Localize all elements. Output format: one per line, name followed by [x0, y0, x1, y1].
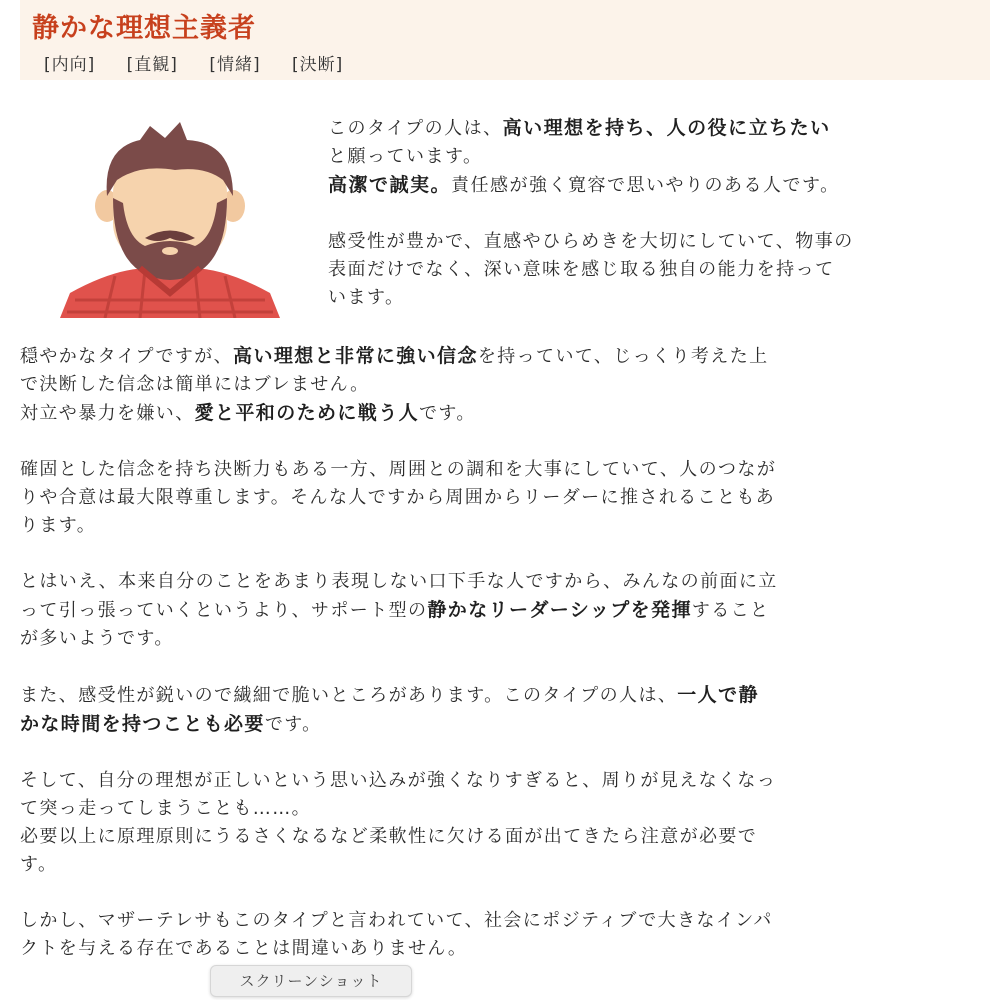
p3-line3: が多いようです。	[20, 628, 174, 649]
intro-line1-bold: 高い理想を持ち、人の役に立ちたい	[502, 117, 831, 139]
p2-line3: ります。	[20, 515, 97, 536]
tag-feeling: [情緒]	[209, 55, 261, 75]
p5-line1: そして、自分の理想が正しいという思い込みが強くなりすぎると、周りが見えなくなっ	[20, 770, 777, 791]
p2-line1: 確固とした信念を持ち決断力もある一方、周囲との調和を大事にしていて、人のつなが	[20, 459, 777, 480]
intro-line2: と願っています。	[328, 146, 483, 167]
p1-line2: で決断した信念は簡単にはブレません。	[20, 374, 370, 395]
p3-line2-a: って引っ張っていくというより、サポート型の	[20, 600, 428, 621]
intro-text	[328, 114, 993, 312]
intro-line3-b: 責任感が強く寛容で思いやりのある人です。	[451, 175, 840, 196]
p6-line1: しかし、マザーテレサもこのタイプと言われていて、社会にポジティブで大きなインパ	[20, 910, 773, 931]
intro-line5: 表面だけでなく、深い意味を感じ取る独自の能力を持って	[328, 259, 835, 280]
p1-line1-bold: 高い理想と非常に強い信念	[233, 345, 478, 367]
page-title: 静かな理想主義者	[32, 13, 256, 44]
p1-line3-bold: 愛と平和のために戦う人	[194, 402, 420, 424]
p3-line2-bold: 静かなリーダーシップを発揮	[427, 599, 692, 621]
p2-line2: りや合意は最大限尊重します。そんな人ですから周囲からリーダーに推されることもあ	[20, 487, 776, 508]
type-tags	[44, 50, 369, 75]
body-text	[20, 342, 995, 963]
intro-line4: 感受性が豊かで、直感やひらめきを大切にしていて、物事の	[328, 231, 854, 252]
tag-judging: [決断]	[292, 55, 344, 75]
p5-line2: て突っ走ってしまうことも……。	[20, 798, 311, 819]
p4-line1-a: また、感受性が鋭いので繊細で脆いところがあります。このタイプの人は、	[20, 685, 678, 706]
p6-line2: クトを与える存在であることは間違いありません。	[20, 938, 468, 959]
p5-line4: す。	[20, 854, 58, 875]
bearded-man-avatar-icon	[55, 118, 285, 318]
p1-line1-c: を持っていて、じっくり考えた上	[477, 346, 769, 367]
p5-line3: 必要以上に原理原則にうるさくなるなど柔軟性に欠ける面が出てきたら注意が必要で	[20, 826, 758, 847]
p4-line2-b: です。	[264, 714, 322, 735]
p3-line1: とはいえ、本来自分のことをあまり表現しない口下手な人ですから、みんなの前面に立	[20, 571, 778, 592]
p4-line1-bold: 一人で静	[677, 684, 759, 706]
tag-introvert: [内向]	[44, 55, 96, 75]
tag-intuition: [直観]	[126, 55, 178, 75]
p4-line2-bold: かな時間を持つことも必要	[20, 713, 265, 735]
intro-line1-a: このタイプの人は、	[328, 118, 503, 139]
intro-line6: います。	[328, 287, 405, 308]
p1-line3-c: です。	[419, 403, 476, 424]
p1-line3-a: 対立や暴力を嫌い、	[20, 403, 195, 424]
screenshot-button[interactable]: スクリーンショット	[210, 965, 412, 997]
p3-line2-c: すること	[691, 600, 770, 621]
intro-line3-bold: 高潔で誠実。	[328, 174, 452, 196]
p1-line1-a: 穏やかなタイプですが、	[20, 346, 234, 367]
page-header	[20, 0, 990, 80]
